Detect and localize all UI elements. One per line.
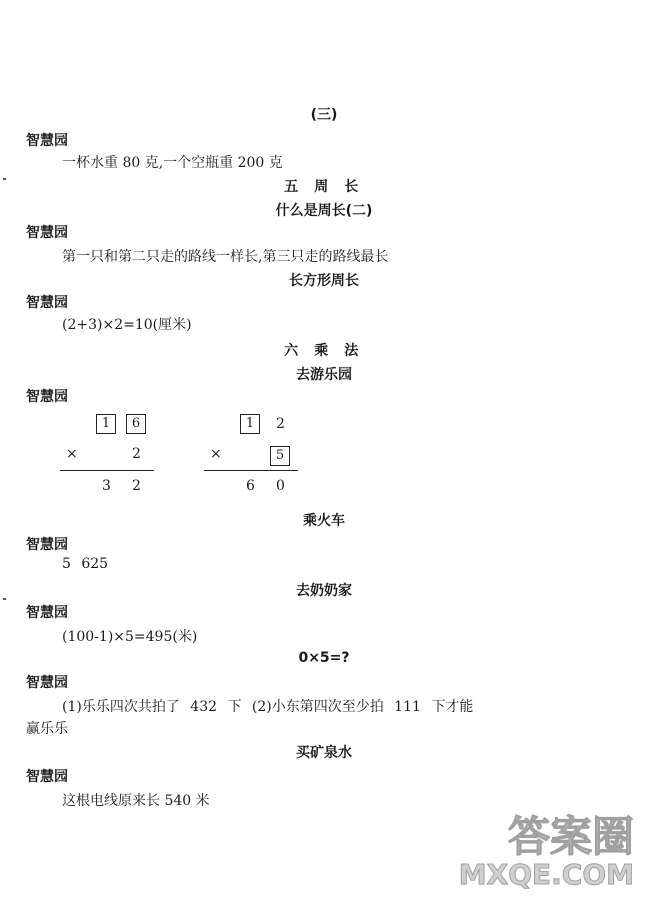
equals-rule [60, 470, 154, 471]
result-digit: 6 [246, 478, 255, 494]
section-title-3: 长方形周长 [289, 273, 359, 289]
digit-box: 5 [270, 446, 290, 466]
section-title-5: 乘火车 [303, 513, 345, 529]
answer-7-line-1: (1)乐乐四次共拍了 432 下 (2)小东第四次至少拍 111 下才能 [62, 699, 474, 715]
digit-box: 1 [240, 414, 260, 434]
section-title-8: 买矿泉水 [296, 745, 352, 761]
section-label: 智慧园 [26, 605, 68, 621]
result-digit: 2 [132, 478, 141, 494]
answer-5: 5 625 [62, 556, 109, 572]
watermark-bottom: MXQE.COM [458, 858, 634, 891]
multiplier-digit: 2 [132, 446, 141, 462]
answer-3: (2+3)×2=10(厘米) [62, 317, 192, 333]
section-title-7: 0×5=? [298, 650, 350, 666]
equals-rule [204, 470, 298, 471]
section-label: 智慧园 [26, 133, 68, 149]
unit-title-5: 五 周 长 [284, 179, 364, 195]
section-title-2: 什么是周长(二) [275, 203, 373, 219]
watermark-top: 答案圈 [507, 812, 634, 861]
section-title-6: 去奶奶家 [296, 583, 352, 599]
digit: 2 [276, 416, 285, 432]
times-sign: × [210, 446, 222, 462]
times-sign: × [66, 446, 78, 462]
answer-7-line-2: 赢乐乐 [26, 721, 68, 737]
section-label: 智慧园 [26, 769, 68, 785]
answer-1: 一杯水重 80 克,一个空瓶重 200 克 [62, 155, 283, 171]
digit-box: 1 [96, 414, 116, 434]
answer-2: 第一只和第二只走的路线一样长,第三只走的路线最长 [62, 249, 389, 265]
section-title-4: 去游乐园 [296, 367, 352, 383]
section-label: 智慧园 [26, 225, 68, 241]
section-label: 智慧园 [26, 295, 68, 311]
digit-box: 6 [126, 414, 146, 434]
unit-title-6: 六 乘 法 [284, 343, 364, 359]
section-label: 智慧园 [26, 537, 68, 553]
answer-8: 这根电线原来长 540 米 [62, 793, 210, 809]
section-label: 智慧园 [26, 389, 68, 405]
result-digit: 0 [276, 478, 285, 494]
answer-6: (100-1)×5=495(米) [62, 629, 198, 645]
result-digit: 3 [102, 478, 111, 494]
section-label: 智慧园 [26, 675, 68, 691]
part-title: (三) [310, 107, 338, 123]
